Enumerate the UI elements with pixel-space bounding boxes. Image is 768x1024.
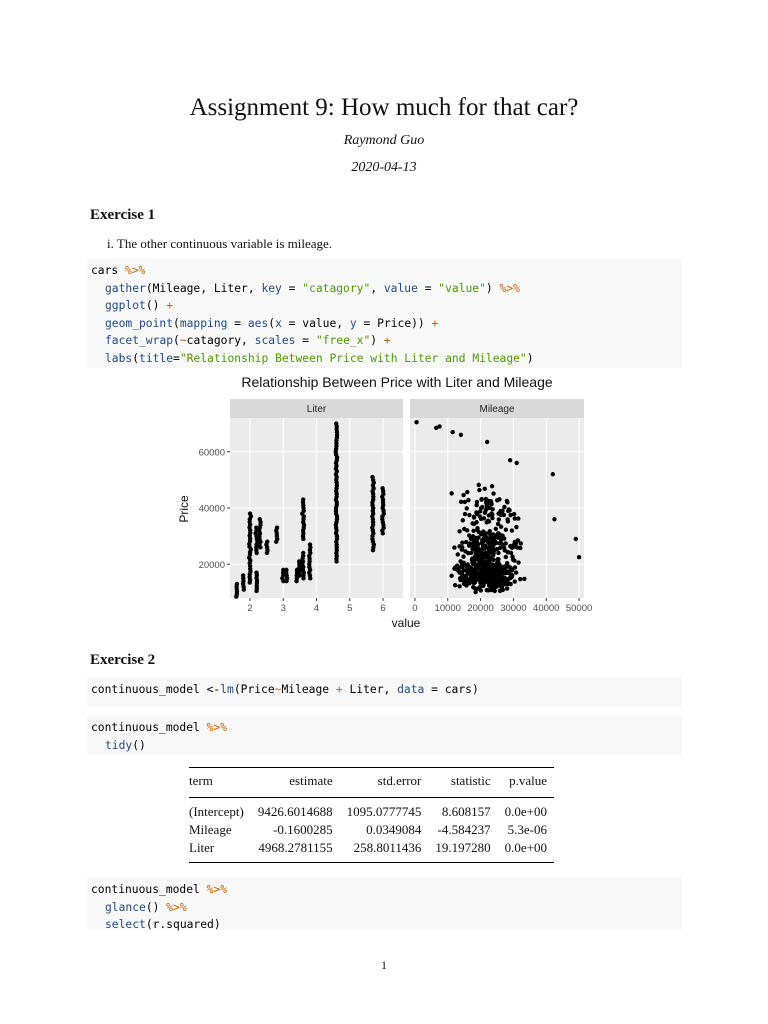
data-point	[301, 551, 305, 555]
data-point	[463, 512, 467, 516]
data-point	[460, 540, 464, 544]
data-point	[518, 577, 522, 581]
data-point	[437, 424, 441, 428]
data-point	[491, 491, 495, 495]
page-number: 1	[381, 958, 387, 972]
data-point	[334, 421, 338, 425]
table-row	[189, 839, 554, 863]
x-tick-label: 10000	[434, 603, 461, 614]
code-line: geom_point(mapping = aes(x = value, y = Price)) +	[105, 316, 439, 330]
data-point	[481, 545, 485, 549]
data-point	[414, 420, 418, 424]
data-point	[513, 565, 517, 569]
data-point	[469, 551, 473, 555]
data-point	[514, 461, 518, 465]
data-point	[490, 507, 494, 511]
data-point	[476, 542, 480, 546]
data-point	[258, 517, 262, 521]
data-point	[480, 583, 484, 587]
table-header-row	[189, 768, 554, 798]
data-point	[462, 582, 466, 586]
data-point	[456, 552, 460, 556]
exercise-2-heading: Exercise 2	[90, 652, 156, 668]
data-point	[471, 529, 475, 533]
list-marker: i.	[107, 236, 114, 251]
data-point	[514, 525, 518, 529]
code-line: labs(title="Relationship Between Price with Liter and Mileage")	[105, 351, 534, 365]
data-point	[460, 562, 464, 566]
data-point	[471, 537, 475, 541]
data-point	[474, 551, 478, 555]
data-point	[470, 547, 474, 551]
document-author: Raymond Guo	[343, 133, 425, 148]
data-point	[370, 475, 374, 479]
scatter-chart	[170, 368, 600, 632]
data-point	[235, 582, 239, 586]
data-point	[474, 510, 478, 514]
data-point	[473, 569, 477, 573]
code-line: continuous_model %>%	[91, 721, 228, 734]
data-point	[503, 582, 507, 586]
x-tick-label: 2	[247, 603, 253, 614]
data-point	[478, 576, 482, 580]
data-point	[485, 567, 489, 571]
data-point	[481, 539, 485, 543]
column-header: term	[189, 768, 251, 798]
data-point	[487, 583, 491, 587]
column-header: p.value	[498, 768, 554, 798]
data-point	[483, 487, 487, 491]
table-cell: -4.584237	[437, 822, 491, 837]
data-point	[497, 517, 501, 521]
data-point	[478, 559, 482, 563]
data-point	[475, 528, 479, 532]
data-point	[484, 574, 488, 578]
data-point	[483, 511, 487, 515]
data-point	[467, 541, 471, 545]
data-point	[457, 584, 461, 588]
data-point	[496, 557, 500, 561]
data-point	[461, 518, 465, 522]
code-line: continuous_model <-lm(Price~Mileage + Liter, data = cars)	[91, 683, 479, 696]
exercise-1-heading: Exercise 1	[90, 207, 156, 223]
data-point	[477, 488, 481, 492]
data-point	[466, 570, 470, 574]
data-point	[477, 483, 481, 487]
code-block-glance	[87, 877, 682, 930]
data-point	[275, 525, 279, 529]
data-point	[481, 554, 485, 558]
table-cell: 5.3e-06	[507, 822, 547, 837]
data-point	[482, 516, 486, 520]
data-point	[510, 546, 514, 550]
column-header: estimate	[251, 768, 340, 798]
data-point	[519, 541, 523, 545]
data-point	[510, 573, 514, 577]
x-axis-label: value	[391, 616, 421, 630]
x-tick-label: 30000	[500, 603, 527, 614]
code-line: continuous_model %>%	[91, 883, 228, 896]
code-line: gather(Mileage, Liter, key = "catagory", value = "value") %>%	[105, 281, 520, 295]
data-point	[486, 519, 490, 523]
data-point	[495, 561, 499, 565]
document-title: Assignment 9: How much for that car?	[189, 94, 579, 121]
table-cell: 0.0349084	[366, 822, 422, 837]
table-cell: 258.8011436	[340, 839, 429, 863]
data-point	[485, 440, 489, 444]
data-point	[493, 570, 497, 574]
data-point	[494, 527, 498, 531]
data-point	[494, 581, 498, 585]
data-point	[460, 545, 464, 549]
data-point	[459, 570, 463, 574]
data-point	[380, 486, 384, 490]
data-point	[301, 497, 305, 501]
data-point	[496, 551, 500, 555]
x-tick-label: 5	[347, 603, 353, 614]
code-line: glance() %>%	[105, 900, 187, 914]
data-point	[496, 511, 500, 515]
data-point	[512, 512, 516, 516]
data-point	[500, 543, 504, 547]
data-point	[449, 491, 453, 495]
exercise-1-item	[107, 236, 332, 252]
data-point	[265, 540, 269, 544]
data-point	[457, 529, 461, 533]
data-point	[241, 573, 245, 577]
data-point	[472, 515, 476, 519]
data-point	[284, 568, 288, 572]
data-point	[494, 534, 498, 538]
data-point	[449, 574, 453, 578]
data-point	[452, 545, 456, 549]
table-row	[189, 821, 554, 839]
data-point	[484, 503, 488, 507]
data-point	[491, 558, 495, 562]
data-point	[489, 577, 493, 581]
data-point	[487, 558, 491, 562]
table-cell: 1095.0777745	[346, 804, 422, 819]
column-header: statistic	[428, 768, 497, 798]
data-point	[461, 554, 465, 558]
data-point	[480, 571, 484, 575]
chart-facets	[199, 399, 593, 614]
data-point	[514, 570, 518, 574]
data-point	[499, 588, 503, 592]
data-point	[503, 577, 507, 581]
data-point	[522, 577, 526, 581]
data-point	[491, 549, 495, 553]
data-point	[505, 586, 509, 590]
table-cell: 4968.2781155	[251, 839, 340, 863]
data-point	[463, 500, 467, 504]
data-point	[504, 528, 508, 532]
data-point	[308, 542, 312, 546]
data-point	[459, 433, 463, 437]
data-point	[512, 558, 516, 562]
data-point	[492, 542, 496, 546]
data-point	[505, 499, 509, 503]
data-point	[508, 458, 512, 462]
code-block-model	[87, 677, 682, 707]
data-point	[506, 519, 510, 523]
table-cell: 8.608157	[441, 804, 491, 819]
x-tick-label: 40000	[533, 603, 560, 614]
data-point	[507, 569, 511, 573]
facet-label: Liter	[306, 404, 327, 415]
data-point	[513, 516, 517, 520]
data-point	[499, 525, 503, 529]
document-date: 2020-04-13	[351, 160, 417, 175]
data-point	[502, 505, 506, 509]
data-point	[574, 537, 578, 541]
data-point	[577, 555, 581, 559]
code-line: ggplot() +	[105, 299, 174, 313]
x-tick-label: 4	[313, 603, 320, 614]
data-point	[479, 497, 483, 501]
list-item-text: The other continuous variable is mileage.	[116, 236, 333, 251]
table-cell: Liter	[189, 839, 251, 863]
data-point	[552, 517, 556, 521]
data-point	[551, 472, 555, 476]
data-point	[500, 570, 504, 574]
code-block-tidy	[87, 715, 682, 755]
table-cell: 0.0e+00	[504, 804, 547, 819]
data-point	[480, 505, 484, 509]
data-point	[489, 511, 493, 515]
data-point	[490, 484, 494, 488]
data-point	[479, 532, 483, 536]
data-point	[454, 567, 458, 571]
data-point	[486, 588, 490, 592]
data-point	[481, 565, 485, 569]
data-point	[472, 522, 476, 526]
data-point	[489, 499, 493, 503]
data-point	[254, 570, 258, 574]
table-cell: (Intercept)	[189, 804, 244, 819]
data-point	[510, 528, 514, 532]
table-row	[189, 798, 554, 822]
facet-label: Mileage	[479, 404, 515, 415]
data-point	[458, 576, 462, 580]
column-header: std.error	[340, 768, 429, 798]
code-line: cars %>%	[91, 264, 146, 277]
y-axis-label: Price	[177, 495, 191, 523]
data-point	[487, 531, 491, 535]
data-point	[470, 560, 474, 564]
data-point	[495, 498, 499, 502]
data-point	[461, 493, 465, 497]
data-point	[500, 567, 504, 571]
data-point	[464, 564, 468, 568]
x-tick-label: 0	[412, 603, 418, 614]
data-point	[477, 547, 481, 551]
y-tick-label: 60000	[198, 447, 225, 459]
code-line: tidy()	[105, 738, 146, 752]
data-point	[467, 513, 471, 517]
data-point	[478, 514, 482, 518]
data-point	[465, 506, 469, 510]
y-tick-label: 40000	[198, 503, 225, 515]
table-cell: -0.1600285	[273, 822, 333, 837]
y-tick-label: 20000	[198, 559, 225, 571]
data-point	[465, 490, 469, 494]
data-point	[516, 560, 520, 564]
regression-table	[189, 767, 554, 863]
x-tick-label: 6	[380, 603, 386, 614]
data-point	[248, 511, 252, 515]
x-tick-label: 50000	[565, 603, 593, 614]
data-point	[450, 430, 454, 434]
data-point	[513, 579, 517, 583]
table-cell: 0.0e+00	[498, 839, 554, 863]
code-line: select(r.squared)	[105, 918, 221, 932]
data-point	[453, 583, 457, 587]
code-block-plot	[87, 258, 682, 368]
data-point	[475, 500, 479, 504]
data-point	[498, 583, 502, 587]
table-cell: Mileage	[189, 822, 232, 837]
data-point	[513, 540, 517, 544]
table-cell: 19.197280	[428, 839, 497, 863]
x-tick-label: 20000	[467, 603, 494, 614]
data-point	[470, 578, 474, 582]
data-point	[504, 555, 508, 559]
data-point	[462, 527, 466, 531]
data-point	[503, 548, 507, 552]
data-point	[505, 563, 509, 567]
data-point	[507, 508, 511, 512]
data-point	[484, 535, 488, 539]
x-tick-label: 3	[280, 603, 286, 614]
table-cell: 9426.6014688	[257, 804, 333, 819]
chart-title: Relationship Between Price with Liter and Mileage	[241, 374, 553, 390]
code-line: facet_wrap(~catagory, scales = "free_x") +	[105, 334, 391, 348]
